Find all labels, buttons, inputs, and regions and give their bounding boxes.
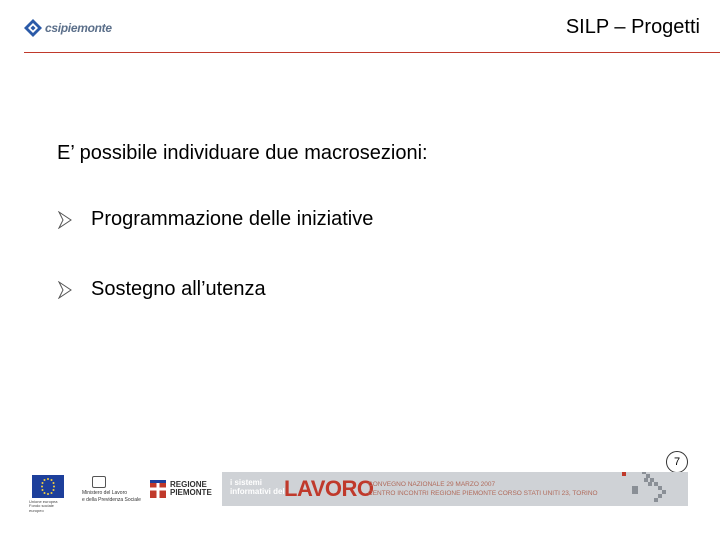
- arrow-bullet-icon: [57, 281, 73, 299]
- page-number: 7: [666, 451, 688, 473]
- piemonte-shield-icon: [150, 480, 166, 498]
- csi-diamond-icon: [24, 19, 42, 37]
- bullet-item: [57, 278, 266, 301]
- regione-line2: PIEMONTE: [170, 488, 212, 497]
- banner-info-line1: CONVEGNO NAZIONALE 29 MARZO 2007: [368, 481, 496, 488]
- ministero-line1: Ministero del Lavoro: [82, 490, 128, 496]
- intro-text: E’ possibile individuare due macrosezioni:: [57, 142, 428, 164]
- italy-map-icon: [618, 472, 682, 506]
- header-divider: [24, 52, 720, 53]
- regione-line1: REGIONE: [170, 479, 207, 489]
- ministero-logo: [82, 476, 141, 503]
- csipiemonte-logo: [24, 17, 112, 39]
- footer-logos: [0, 468, 720, 514]
- bullet-label: Programmazione delle iniziative: [91, 208, 374, 230]
- lavoro-banner: [222, 472, 688, 506]
- banner-line2: informativi del: [230, 487, 285, 497]
- eu-caption: Unione europea Fondo sociale europeo: [29, 499, 58, 513]
- banner-line1: i sistemi: [230, 478, 263, 487]
- arrow-bullet-icon: [57, 211, 73, 229]
- bullet-item: [57, 208, 373, 231]
- banner-info-line2: CENTRO INCONTRI REGIONE PIEMONTE CORSO STATI UNITI 23, TORINO: [368, 489, 598, 497]
- eu-flag-icon: [32, 475, 64, 498]
- banner-title: LAVORO: [284, 476, 374, 501]
- republic-emblem-icon: [92, 476, 106, 488]
- page-title: SILP – Progetti: [565, 16, 700, 38]
- logo-text: csipiemonte: [45, 21, 112, 35]
- bullet-label: Sostegno all’utenza: [91, 278, 266, 300]
- regione-piemonte-logo: [150, 480, 212, 498]
- ministero-line2: e della Previdenza Sociale: [82, 496, 141, 503]
